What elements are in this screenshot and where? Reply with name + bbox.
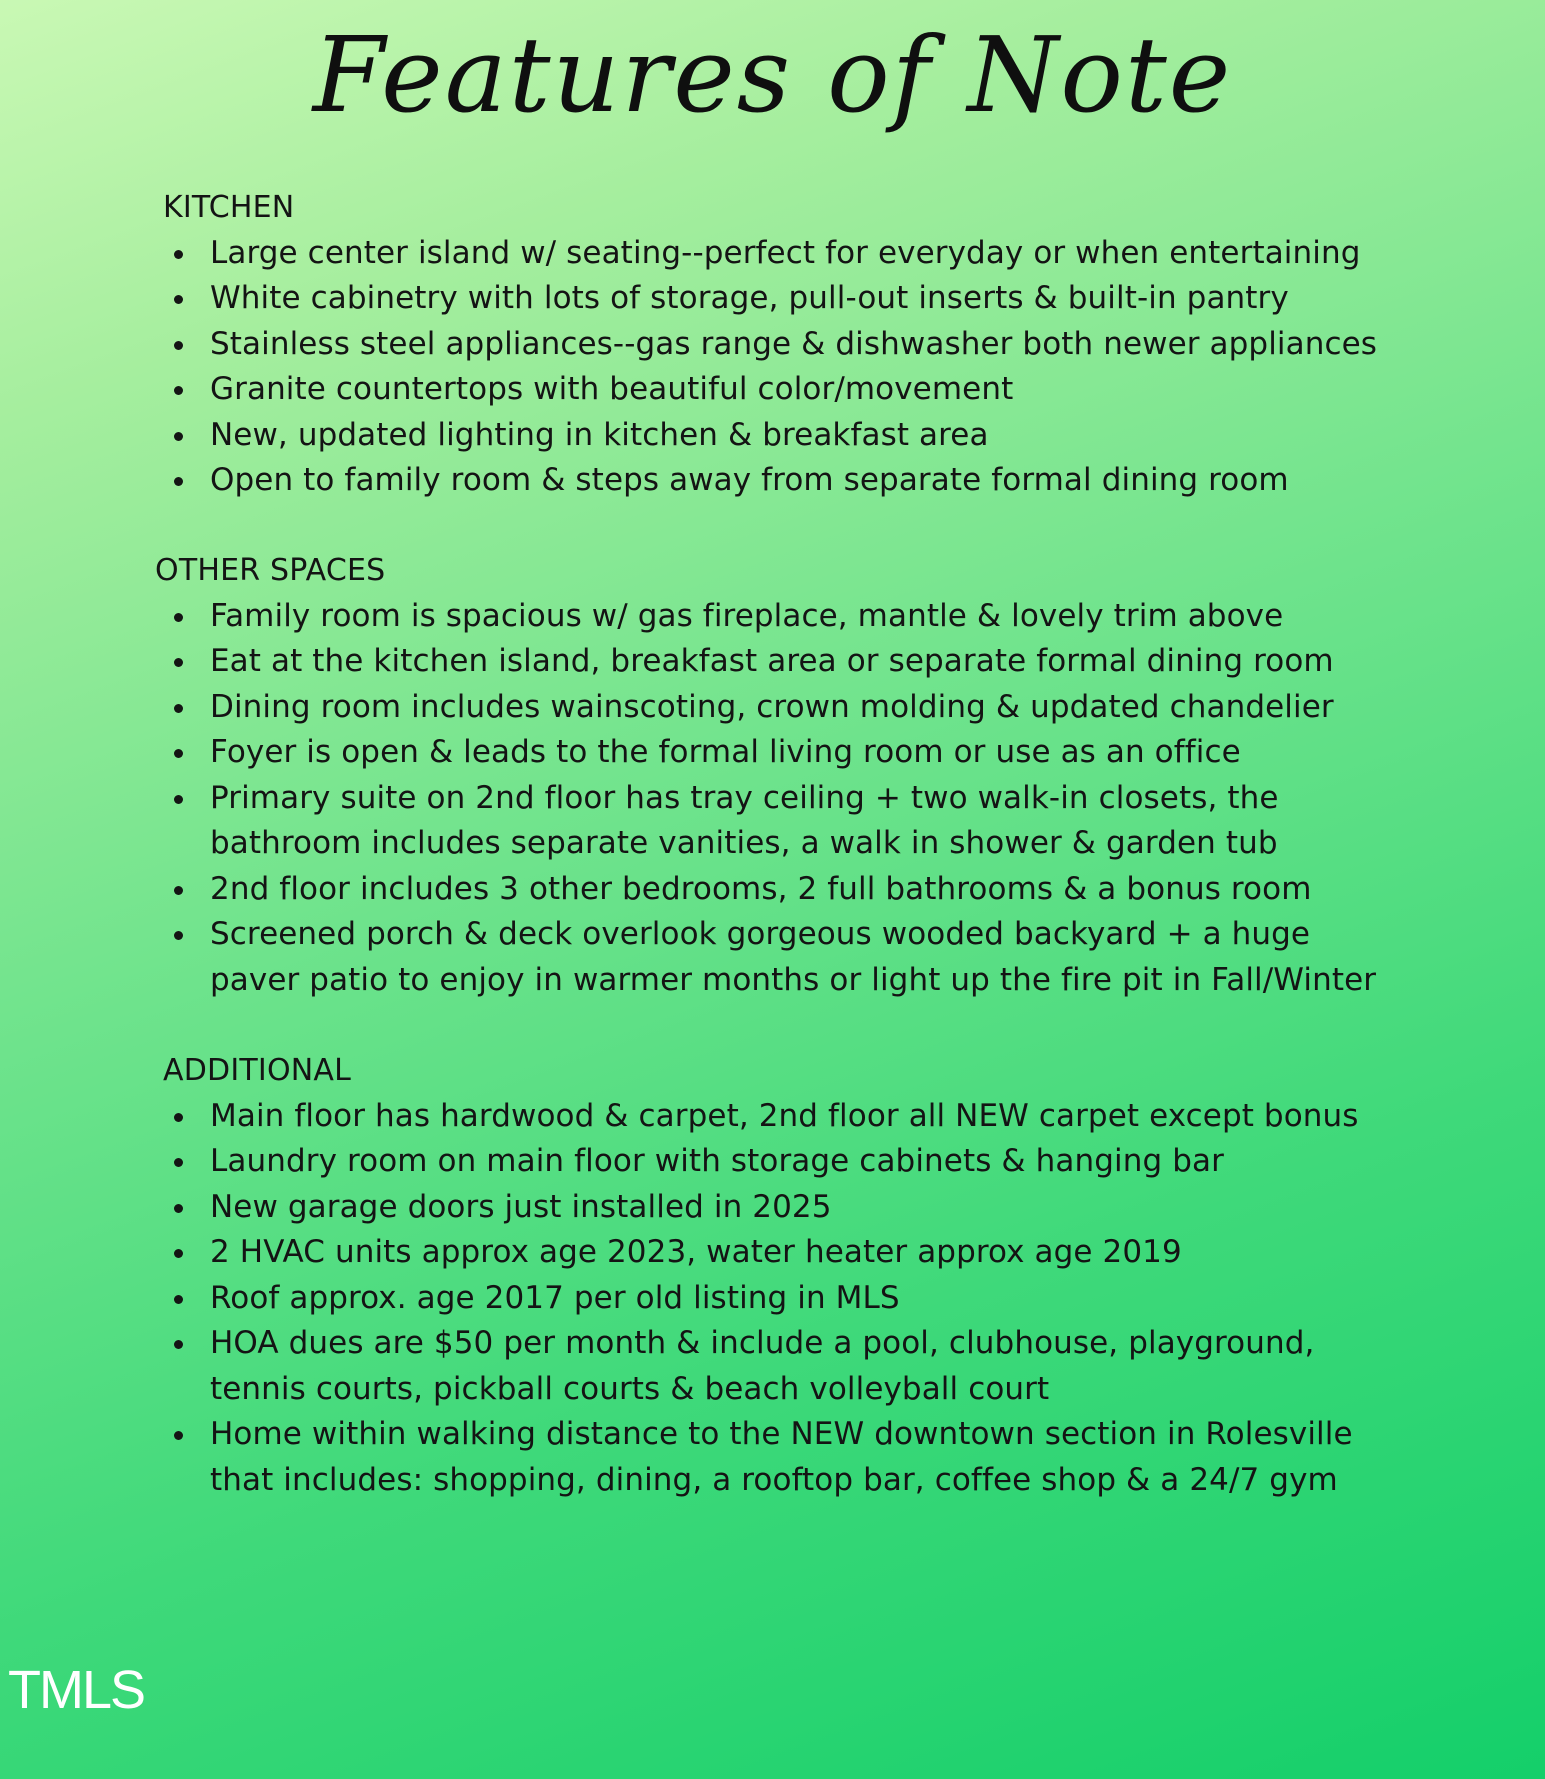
bullet-icon <box>174 1204 183 1213</box>
list-item <box>0 458 1545 504</box>
list-item-text: Family room is spacious w/ gas fireplace, mantle & lovely trim above <box>210 597 1284 634</box>
list-item-text: HOA dues are $50 per month & include a pool, clubhouse, playground, tennis courts, pickball courts & beach volleyball court <box>210 1325 1315 1407</box>
section-heading: OTHER SPACES <box>155 553 386 588</box>
bullet-icon <box>174 658 183 667</box>
section-heading: KITCHEN <box>163 190 295 225</box>
list-item <box>0 1139 1545 1185</box>
bullet-icon <box>174 749 183 758</box>
list-item-text: Primary suite on 2nd floor has tray ceiling + two walk-in closets, the bathroom includes separate vanities, a walk in shower & garden tub <box>210 779 1279 861</box>
list-item-text: Granite countertops with beautiful color/movement <box>210 371 1014 407</box>
bullet-icon <box>174 295 183 304</box>
bullet-list <box>0 1094 1545 1504</box>
list-item <box>0 1230 1545 1276</box>
bullet-icon <box>174 704 183 713</box>
list-item <box>0 322 1545 368</box>
list-item <box>0 413 1545 459</box>
bullet-icon <box>174 1158 183 1167</box>
bullet-icon <box>174 795 183 804</box>
list-item <box>0 1094 1545 1140</box>
list-item <box>0 776 1545 867</box>
list-item <box>0 867 1545 913</box>
list-item <box>0 594 1545 640</box>
bullet-icon <box>174 250 183 259</box>
bullet-icon <box>174 1113 183 1122</box>
section-heading: ADDITIONAL <box>163 1053 352 1088</box>
bullet-icon <box>174 613 183 622</box>
list-item <box>0 276 1545 322</box>
list-item <box>0 1185 1545 1231</box>
bullet-icon <box>174 1340 183 1349</box>
list-item-text: Dining room includes wainscoting, crown molding & updated chandelier <box>210 688 1334 725</box>
bullet-list <box>0 594 1545 1004</box>
list-item-text: Screened porch & deck overlook gorgeous wooded backyard + a huge paver patio to enjoy in warmer months or light up the fire pit in Fall/Winter <box>210 916 1377 998</box>
list-item-text: Open to family room & steps away from separate formal dining room <box>210 462 1289 498</box>
bullet-icon <box>174 1295 183 1304</box>
bullet-icon <box>174 432 183 441</box>
list-item-text: Eat at the kitchen island, breakfast area or separate formal dining room <box>210 643 1334 679</box>
list-item-text: New, updated lighting in kitchen & breakfast area <box>210 416 989 453</box>
bullet-icon <box>174 386 183 395</box>
list-item-text: 2 HVAC units approx age 2023, water heater approx age 2019 <box>210 1234 1182 1270</box>
bullet-icon <box>174 477 183 486</box>
list-item <box>0 730 1545 776</box>
list-item <box>0 639 1545 685</box>
list-item-text: New garage doors just installed in 2025 <box>210 1188 832 1225</box>
bullet-icon <box>174 931 183 940</box>
list-item <box>0 1321 1545 1412</box>
list-item-text: Stainless steel appliances--gas range & dishwasher both newer appliances <box>210 325 1378 362</box>
list-item <box>0 231 1545 277</box>
list-item-text: Laundry room on main floor with storage cabinets & hanging bar <box>210 1143 1224 1179</box>
list-item <box>0 367 1545 413</box>
list-item-text: Foyer is open & leads to the formal living room or use as an office <box>210 734 1241 770</box>
list-item <box>0 1276 1545 1322</box>
list-item <box>0 1412 1545 1503</box>
list-item-text: Large center island w/ seating--perfect for everyday or when entertaining <box>210 234 1361 271</box>
list-item <box>0 685 1545 731</box>
bullet-icon <box>174 1249 183 1258</box>
list-item-text: 2nd floor includes 3 other bedrooms, 2 full bathrooms & a bonus room <box>210 870 1312 907</box>
list-item-text: White cabinetry with lots of storage, pull-out inserts & built-in pantry <box>210 280 1289 316</box>
list-item-text: Main floor has hardwood & carpet, 2nd floor all NEW carpet except bonus <box>210 1097 1359 1134</box>
watermark-logo: TMLS <box>8 1660 145 1720</box>
bullet-icon <box>174 341 183 350</box>
bullet-icon <box>174 1431 183 1440</box>
page-title: Features of Note <box>312 14 1233 136</box>
list-item-text: Home within walking distance to the NEW downtown section in Rolesville that includes: shopping, dining, a rooftop bar, coffee shop & a 24/7 gym <box>210 1416 1353 1498</box>
list-item <box>0 912 1545 1003</box>
bullet-list <box>0 231 1545 504</box>
bullet-icon <box>174 886 183 895</box>
list-item-text: Roof approx. age 2017 per old listing in MLS <box>210 1279 900 1316</box>
